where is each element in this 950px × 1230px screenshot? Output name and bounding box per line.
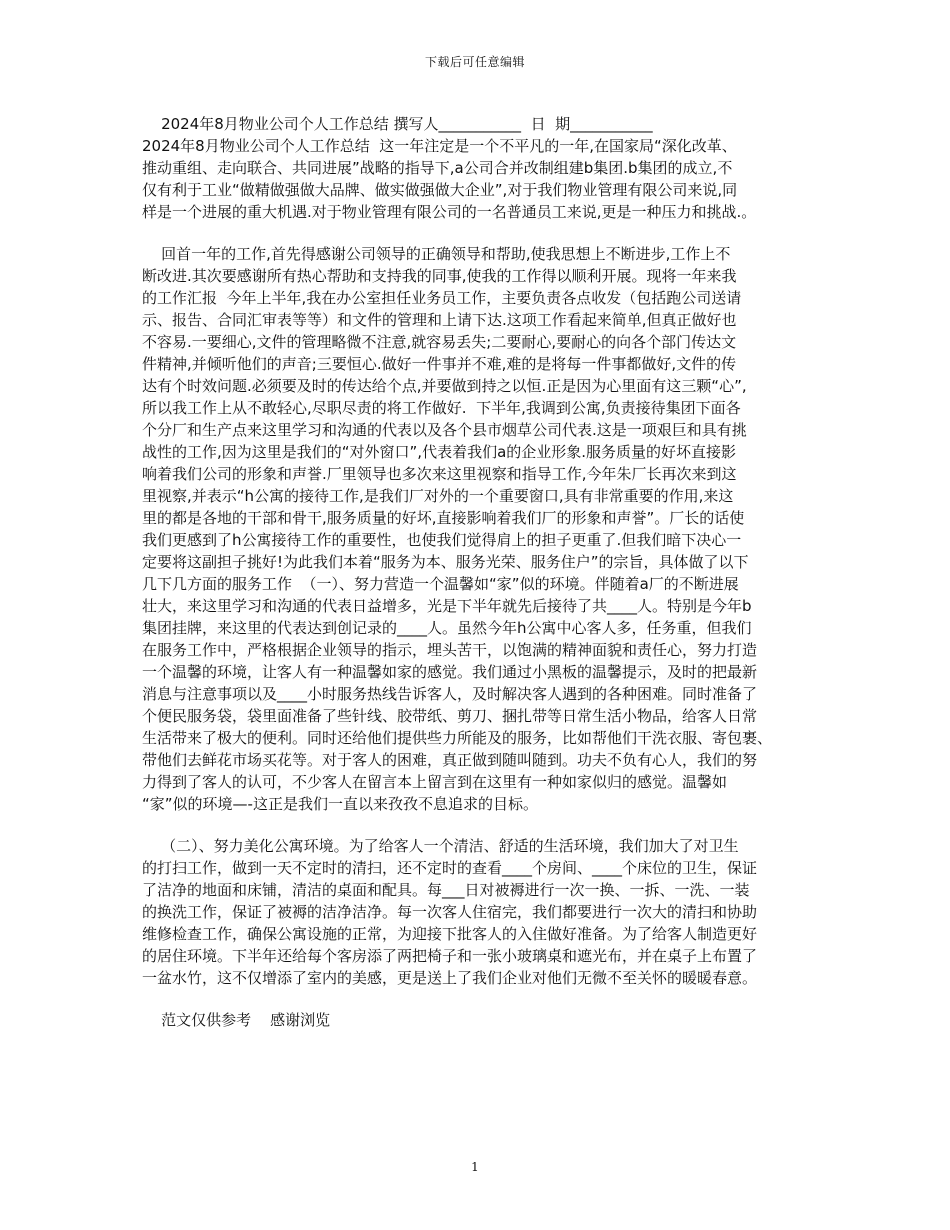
text-line: 的打扫工作，做到一天不定时的清扫，还不定时的查看____个房间、____个床位的卫生，保证 (142, 859, 758, 877)
page-number: 1 (471, 1160, 479, 1174)
text-line: 里视察,并表示“h公寓的接待工作,是我们厂对外的一个重要窗口,具有非常重要的作用,来这 (142, 487, 734, 505)
text-line: 2024年8月物业公司个人工作总结 这一年注定是一个不平凡的一年,在国家局“深化改革、 (142, 137, 737, 155)
text-line: 的工作汇报 今年上半年,我在办公室担任业务员工作，主要负责各点收发（包括跑公司送请 (142, 289, 742, 307)
text-line: 回首一年的工作,首先得感谢公司领导的正确领导和帮助,使我思想上不断进步,工作上不 (142, 245, 731, 263)
page-header: 下载后可任意编辑 (424, 55, 525, 69)
text-line: 断改进.其次要感谢所有热心帮助和支持我的同事,使我的工作得以顺利开展。现将一年来我 (142, 267, 737, 285)
text-line: 带他们去鲜花市场买花等。对于客人的困难，真正做到随叫随到。功夫不负有心人，我们的努 (142, 751, 758, 769)
paragraph (142, 243, 810, 815)
text-line: 样是一个进展的重大机遇.对于物业管理有限公司的一名普通员工来说,更是一种压力和挑战.。 (142, 203, 757, 221)
text-line: 了洁净的地面和床铺，清洁的桌面和配具。每___日对被褥进行一次一换、一拆、一洗、一装 (142, 881, 750, 899)
paragraph-gap (142, 223, 810, 243)
paragraph (142, 1009, 810, 1031)
text-line: 仅有利于工业“做精做强做大品牌、做实做强做大企业”,对于我们物业管理有限公司来说,同 (142, 181, 738, 199)
paragraph (142, 835, 810, 989)
text-line: 生活带来了极大的便利。同时还给他们提供些力所能及的服务，比如帮他们干洗衣服、寄包裹、 (142, 729, 773, 747)
paragraph (142, 113, 810, 223)
text-line: 力得到了客人的认可，不少客人在留言本上留言到在这里有一种如家似归的感觉。温馨如 (142, 773, 728, 791)
text-line: 几下几方面的服务工作 （一）、努力营造一个温馨如“家”似的环境。伴随着a厂的不断进展 (142, 575, 739, 593)
text-line: 一个温馨的环境，让客人有一种温馨如家的感觉。我们通过小黑板的温馨提示，及时的把最新 (142, 663, 758, 681)
text-line: “家”似的环境—-这正是我们一直以来孜孜不息追求的目标。 (142, 795, 538, 813)
text-line: 响着我们公司的形象和声誉.厂里领导也多次来这里视察和指导工作,今年朱厂长再次来到这 (142, 465, 737, 483)
text-line: 个分厂和生产点来这里学习和沟通的代表以及各个县市烟草公司代表.这是一项艰巨和具有挑 (142, 421, 747, 439)
text-line: 在服务工作中，严格根据企业领导的指示，埋头苦干，以饱满的精神面貌和责任心，努力打造 (142, 641, 758, 659)
text-line: 一盆水竹，这不仅增添了室内的美感，更是送上了我们企业对他们无微不至关怀的暖暖春意。 (142, 969, 758, 987)
text-line: 推动重组、走向联合、共同进展”战略的指导下,a公司合并改制组建b集团.b集团的成立,不 (142, 159, 733, 177)
text-line: 战性的工作,因为这里是我们的“对外窗口”,代表着我们a的企业形象.服务质量的好坏直接影 (142, 443, 737, 461)
text-line: 定要将这副担子挑好!为此我们本着“服务为本、服务光荣、服务住户”的宗旨，具体做了以下 (142, 553, 749, 571)
text-line: 不容易.一要细心,文件的管理略微不注意,就容易丢失;二要耐心,要耐心的向各个部门传达文 (142, 333, 737, 351)
text-line: 件精神,并倾听他们的声音;三要恒心.做好一件事并不难,难的是将每一件事都做好,文件的传 (142, 355, 737, 373)
text-line: 里的都是各地的干部和骨干,服务质量的好坏,直接影响着我们厂的形象和声誉”。厂长的话使 (142, 509, 745, 527)
text-line: 个便民服务袋，袋里面准备了些针线、胶带纸、剪刀、捆扎带等日常生活小物品，给客人日常 (142, 707, 758, 725)
text-line: 示、报告、合同汇审表等等）和文件的管理和上请下达.这项工作看起来简单,但真正做好也 (142, 311, 737, 329)
text-line: 集团挂牌，来这里的代表达到创记录的____人。虽然今年h公寓中心客人多，任务重，但我们 (142, 619, 752, 637)
text-line: 范文仅供参考 感谢浏览 (142, 1011, 331, 1029)
paragraph-gap (142, 989, 810, 1009)
text-line: 达有个时效问题.必须要及时的传达给个点,并要做到持之以恒.正是因为心里面有这三颗“心”, (142, 377, 747, 395)
text-line: 2024年8月物业公司个人工作总结 撰写人___________ 日 期___________ (142, 115, 653, 133)
document-body (142, 113, 810, 1031)
text-line: 维修检查工作，确保公寓设施的正常，为迎接下批客人的入住做好准备。为了给客人制造更好 (142, 925, 758, 943)
text-line: （二）、努力美化公寓环境。为了给客人一个清洁、舒适的生活环境，我们加大了对卫生 (142, 837, 739, 855)
text-line: 消息与注意事项以及____小时服务热线告诉客人，及时解决客人遇到的各种困难。同时准备了 (142, 685, 758, 703)
text-line: 的换洗工作，保证了被褥的洁净洁净。每一次客人住宿完，我们都要进行一次大的清扫和协助 (142, 903, 758, 921)
text-line: 我们更感到了h公寓接待工作的重要性，也使我们觉得肩上的担子更重了.但我们暗下决心一 (142, 531, 742, 549)
text-line: 的居住环境。下半年还给每个客房添了两把椅子和一张小玻璃桌和遮光布，并在桌子上布置了 (142, 947, 758, 965)
paragraph-gap (142, 815, 810, 835)
text-line: 所以我工作上从不敢轻心,尽职尽责的将工作做好. 下半年,我调到公寓,负责接待集团下面各 (142, 399, 741, 417)
text-line: 壮大，来这里学习和沟通的代表日益增多，光是下半年就先后接待了共____人。特别是今年b (142, 597, 752, 615)
